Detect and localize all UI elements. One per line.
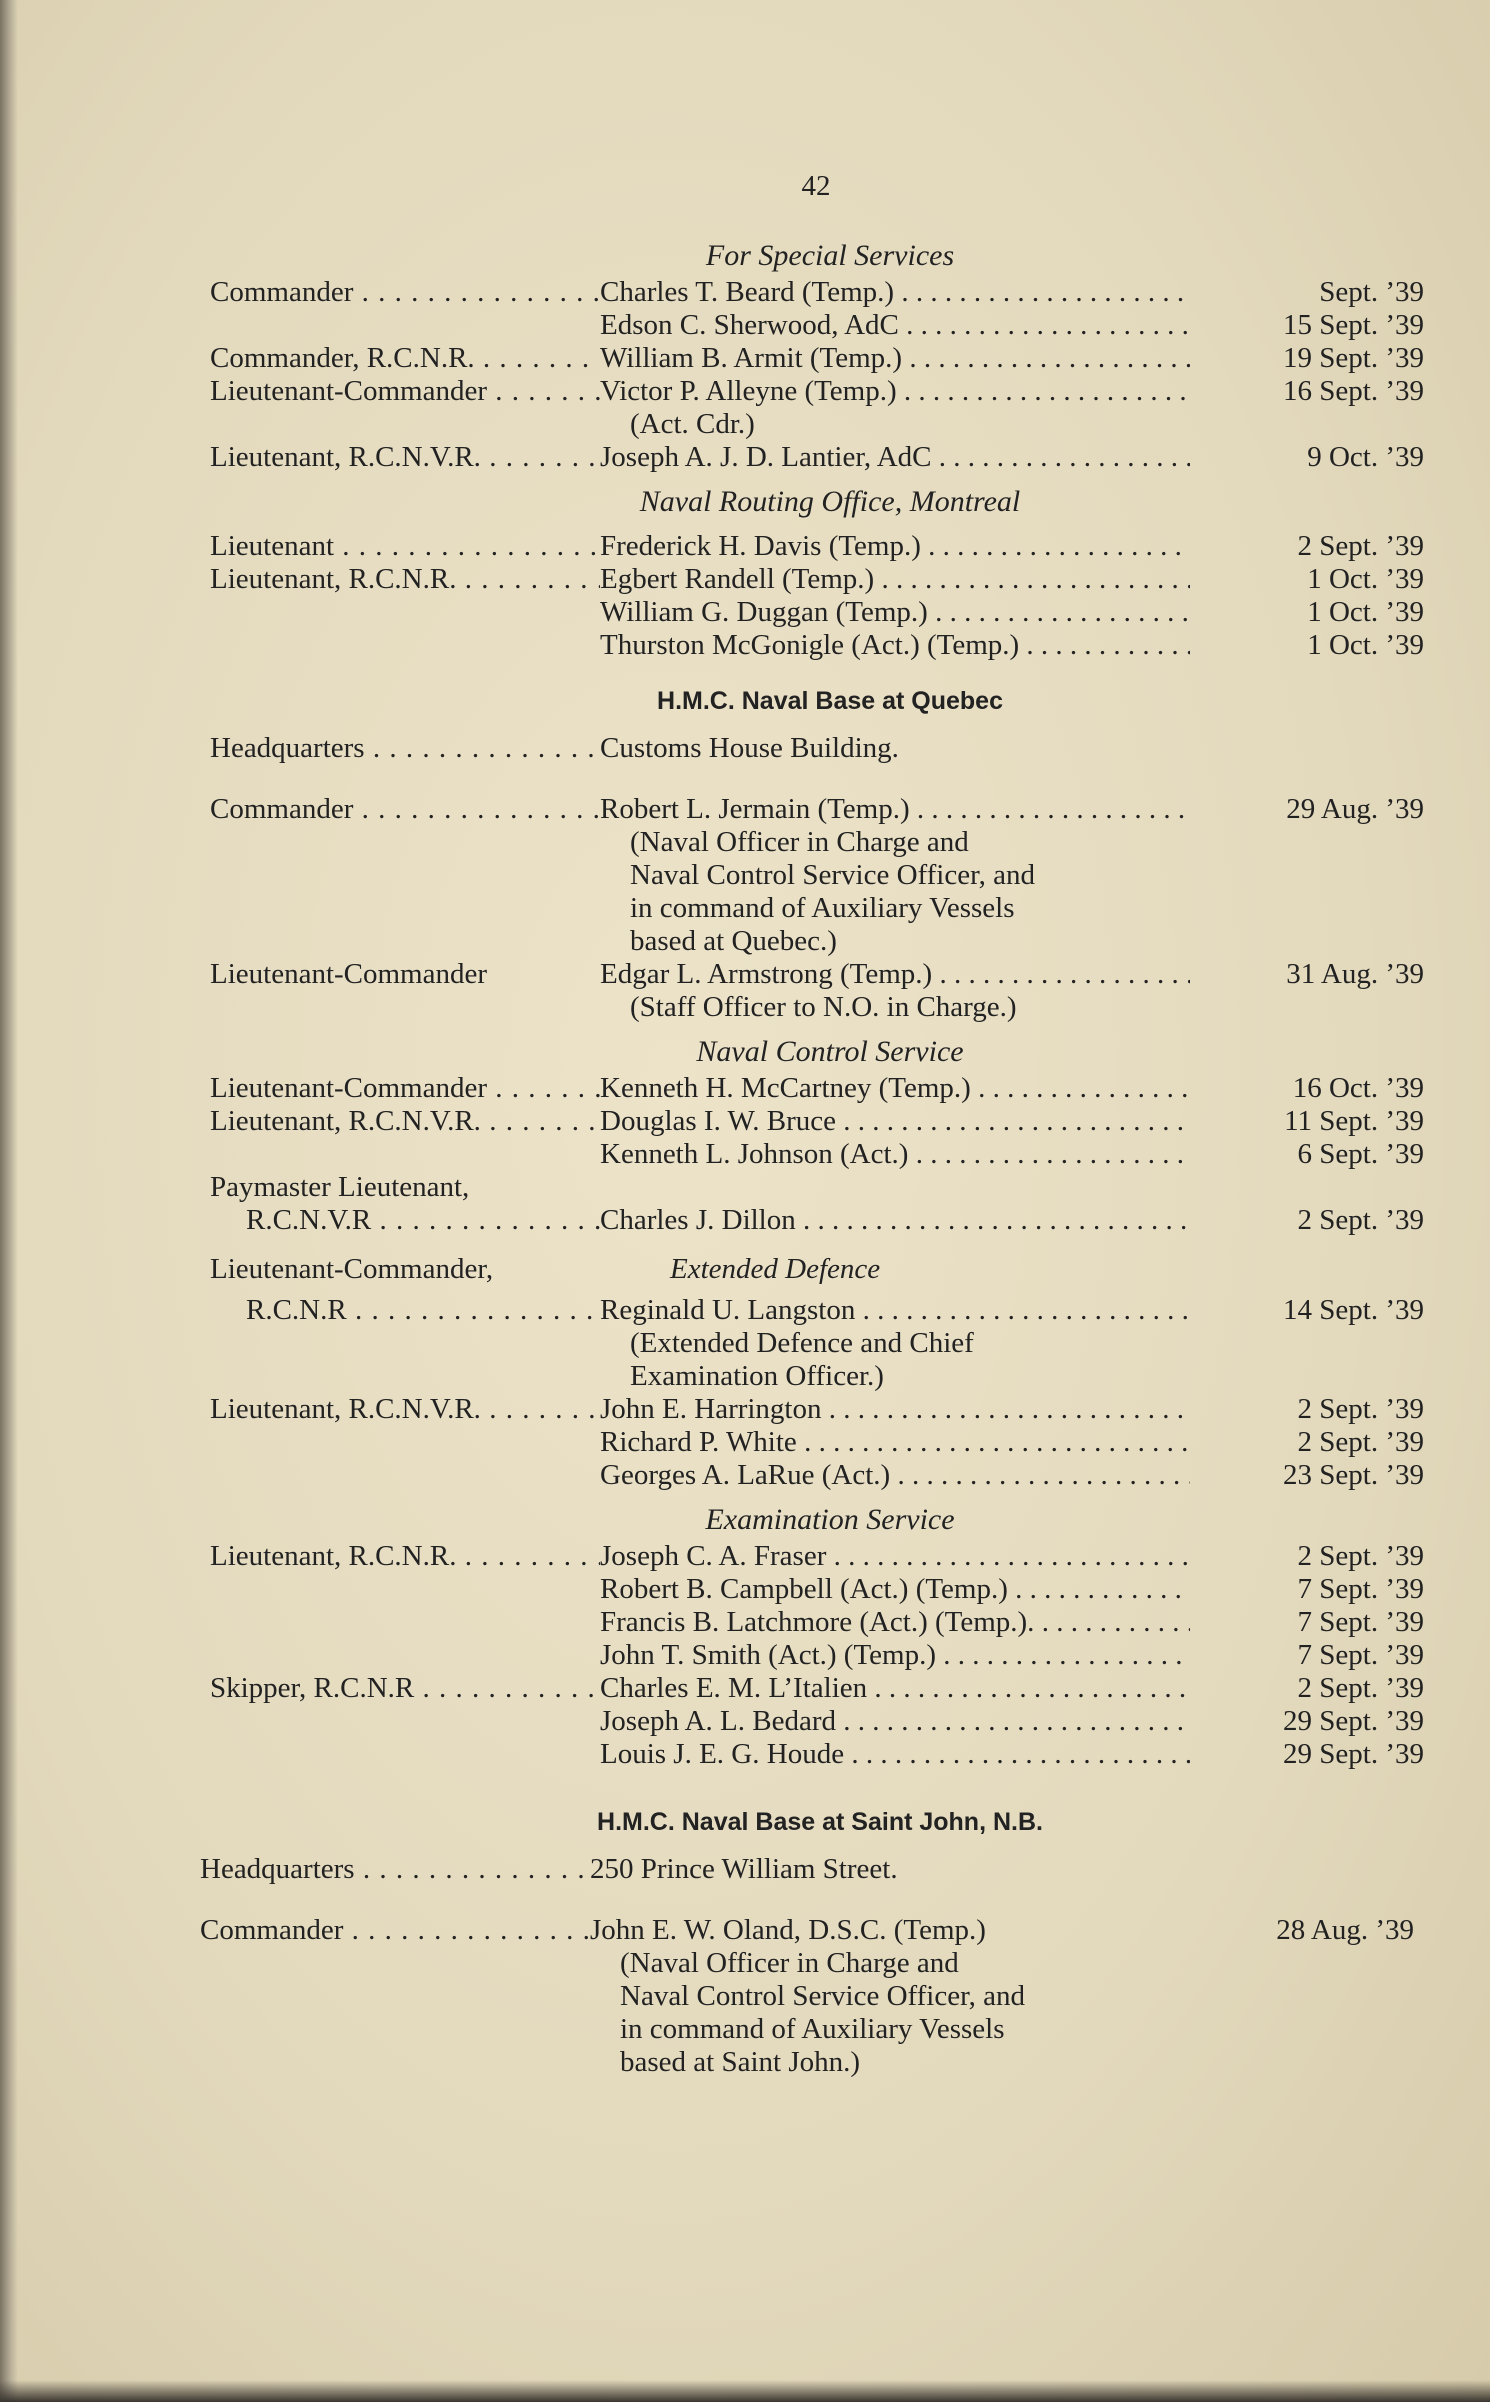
row-name: Francis B. Latchmore (Act.) (Temp.). . . . xyxy=(600,1606,1190,1639)
row-name: Richard P. White . . . xyxy=(600,1426,1190,1459)
row-date: 1 Oct. ’39 xyxy=(1307,563,1424,595)
row-rank xyxy=(210,629,600,662)
row-date: 16 Oct. ’39 xyxy=(1292,1072,1424,1104)
row-name: Reginald U. Langston . . . xyxy=(600,1294,1190,1327)
row-name: Edgar L. Armstrong (Temp.) . . . xyxy=(600,958,1190,991)
officer-row xyxy=(210,342,1430,375)
row-rank xyxy=(210,1738,600,1771)
row-rank: Commander, R.C.N.R. . . . xyxy=(210,342,600,375)
officer-note: (Naval Officer in Charge and Naval Control Service Officer, and in command of Auxiliary Vessels based at Quebec.) xyxy=(630,826,1035,957)
row-date: Sept. ’39 xyxy=(1319,276,1424,308)
officer-row xyxy=(210,1459,1430,1492)
section-routing-office xyxy=(210,482,1430,662)
row-date: 1 Oct. ’39 xyxy=(1307,629,1424,661)
row-name: 250 Prince William Street. xyxy=(590,1853,898,1885)
row-rank: Lieutenant, R.C.N.V.R. . . . xyxy=(210,1105,600,1138)
officer-row xyxy=(210,1606,1430,1639)
row-name: Kenneth L. Johnson (Act.) . . . xyxy=(600,1138,1190,1171)
row-date: 16 Sept. ’39 xyxy=(1283,375,1424,407)
row-rank: Paymaster Lieutenant, xyxy=(210,1171,470,1203)
row-date: 2 Sept. ’39 xyxy=(1297,530,1424,562)
section-extended-defence xyxy=(210,1253,1430,1492)
row-rank: Headquarters . . . xyxy=(200,1853,590,1886)
section-heading: Naval Routing Office, Montreal xyxy=(639,485,1021,518)
row-name: Charles J. Dillon . . . xyxy=(600,1204,1190,1237)
row-rank: Lieutenant, R.C.N.V.R. . . . xyxy=(210,441,600,474)
row-name: Kenneth H. McCartney (Temp.) . . . xyxy=(600,1072,1190,1105)
officer-row xyxy=(210,441,1430,474)
officer-row xyxy=(210,276,1430,309)
book-spine-shadow xyxy=(0,0,18,2402)
row-name: Egbert Randell (Temp.) . . . xyxy=(600,563,1190,596)
officer-row xyxy=(210,1639,1430,1672)
row-name: Douglas I. W. Bruce . . . xyxy=(600,1105,1190,1138)
officer-row xyxy=(210,958,1430,991)
row-rank: Lieutenant, R.C.N.R. . . . xyxy=(210,563,600,596)
section-special-services xyxy=(210,236,1430,474)
row-name: Georges A. LaRue (Act.) . . . xyxy=(600,1459,1190,1492)
row-name: Joseph A. L. Bedard . . . xyxy=(600,1705,1190,1738)
officer-row xyxy=(210,1072,1430,1105)
row-date: 15 Sept. ’39 xyxy=(1283,309,1424,341)
headquarters-row xyxy=(200,1853,1430,1886)
officer-note: (Naval Officer in Charge and Naval Control Service Officer, and in command of Auxiliary Vessels based at Saint John.) xyxy=(620,1947,1025,2078)
officer-row xyxy=(210,1105,1430,1138)
section-heading: For Special Services xyxy=(705,239,955,272)
officer-note: (Staff Officer to N.O. in Charge.) xyxy=(630,991,1017,1023)
row-name: Robert B. Campbell (Act.) (Temp.) . . . xyxy=(600,1573,1190,1606)
row-rank: R.C.N.V.R . . . xyxy=(210,1204,600,1237)
section-examination-service xyxy=(210,1500,1430,1771)
row-rank: Lieutenant-Commander, xyxy=(210,1253,494,1285)
row-rank: Lieutenant, R.C.N.R. . . . xyxy=(210,1540,600,1573)
row-rank: Skipper, R.C.N.R . . . xyxy=(210,1672,600,1705)
row-rank xyxy=(210,596,600,629)
officer-row xyxy=(210,1540,1430,1573)
row-rank: Lieutenant-Commander xyxy=(210,958,488,990)
row-date: 28 Aug. ’39 xyxy=(1276,1914,1414,1946)
row-date: 1 Oct. ’39 xyxy=(1307,596,1424,628)
row-date: 9 Oct. ’39 xyxy=(1307,441,1424,473)
row-rank: Commander . . . xyxy=(210,793,600,826)
row-date: 7 Sept. ’39 xyxy=(1297,1606,1424,1638)
row-name: Customs House Building. xyxy=(600,732,899,764)
officer-row xyxy=(210,375,1430,408)
section-heading: Examination Service xyxy=(705,1503,955,1536)
officer-row xyxy=(210,1171,1430,1204)
officer-note: (Act. Cdr.) xyxy=(630,408,755,440)
row-rank: Lieutenant-Commander . . . xyxy=(210,1072,600,1105)
section-heading: Naval Control Service xyxy=(696,1035,964,1068)
row-date: 29 Sept. ’39 xyxy=(1283,1705,1424,1737)
row-name: Charles E. M. L’Italien . . . xyxy=(600,1672,1190,1705)
row-rank xyxy=(210,309,600,342)
officer-note: (Extended Defence and Chief Examination Officer.) xyxy=(630,1327,974,1392)
row-name: Thurston McGonigle (Act.) (Temp.) . . . xyxy=(600,629,1190,662)
officer-row xyxy=(210,1672,1430,1705)
officer-row xyxy=(210,563,1430,596)
section-heading: H.M.C. Naval Base at Saint John, N.B. xyxy=(597,1808,1043,1836)
officer-row xyxy=(210,309,1430,342)
officer-row xyxy=(210,1426,1430,1459)
officer-row xyxy=(210,530,1430,563)
row-rank: Headquarters . . . xyxy=(210,732,600,765)
officer-row xyxy=(210,629,1430,662)
row-date: 31 Aug. ’39 xyxy=(1286,958,1424,990)
row-name: Frederick H. Davis (Temp.) . . . xyxy=(600,530,1190,563)
headquarters-row xyxy=(210,732,1430,765)
row-rank: Lieutenant . . . xyxy=(210,530,600,563)
section-saint-john-base xyxy=(200,1799,1430,2079)
row-date: 23 Sept. ’39 xyxy=(1283,1459,1424,1491)
row-date: 2 Sept. ’39 xyxy=(1297,1204,1424,1236)
row-name: John E. W. Oland, D.S.C. (Temp.) xyxy=(590,1914,986,1946)
row-rank xyxy=(210,1705,600,1738)
row-date: 19 Sept. ’39 xyxy=(1283,342,1424,374)
officer-list xyxy=(200,236,1430,2079)
row-name: Edson C. Sherwood, AdC . . . xyxy=(600,309,1190,342)
row-rank: Lieutenant-Commander . . . xyxy=(210,375,600,408)
row-date: 2 Sept. ’39 xyxy=(1297,1672,1424,1704)
officer-row xyxy=(210,1294,1430,1327)
row-date: 2 Sept. ’39 xyxy=(1297,1426,1424,1458)
section-heading: H.M.C. Naval Base at Quebec xyxy=(657,687,1003,715)
page-bottom-edge xyxy=(0,2380,1490,2402)
row-date: 14 Sept. ’39 xyxy=(1283,1294,1424,1326)
officer-row xyxy=(210,1738,1430,1771)
section-quebec-base xyxy=(210,678,1430,1024)
row-name: Robert L. Jermain (Temp.) . . . xyxy=(600,793,1190,826)
row-name: Joseph C. A. Fraser . . . xyxy=(600,1540,1190,1573)
row-name: Joseph A. J. D. Lantier, AdC . . . xyxy=(600,441,1190,474)
row-date: 11 Sept. ’39 xyxy=(1284,1105,1424,1137)
row-rank xyxy=(210,1573,600,1606)
row-rank xyxy=(210,1459,600,1492)
row-name: William B. Armit (Temp.) . . . xyxy=(600,342,1190,375)
section-heading: Extended Defence xyxy=(670,1253,881,1285)
page-number: 42 xyxy=(801,170,831,202)
officer-row xyxy=(210,1204,1430,1237)
row-name: William G. Duggan (Temp.) . . . xyxy=(600,596,1190,629)
row-name: Victor P. Alleyne (Temp.) . . . xyxy=(600,375,1190,408)
row-rank: Commander . . . xyxy=(210,276,600,309)
officer-row xyxy=(200,1914,1430,1947)
row-rank xyxy=(210,1138,600,1171)
officer-row xyxy=(210,1393,1430,1426)
row-date: 2 Sept. ’39 xyxy=(1297,1540,1424,1572)
row-date: 29 Sept. ’39 xyxy=(1283,1738,1424,1770)
officer-row xyxy=(210,596,1430,629)
row-rank: Commander . . . xyxy=(200,1914,590,1947)
officer-row xyxy=(210,1138,1430,1171)
officer-row xyxy=(210,1573,1430,1606)
row-rank xyxy=(210,1606,600,1639)
row-rank xyxy=(210,1639,600,1672)
section-control-service xyxy=(210,1032,1430,1237)
row-date: 7 Sept. ’39 xyxy=(1297,1573,1424,1605)
row-rank: R.C.N.R . . . xyxy=(210,1294,600,1327)
row-date: 29 Aug. ’39 xyxy=(1286,793,1424,825)
row-name: John T. Smith (Act.) (Temp.) . . . xyxy=(600,1639,1190,1672)
row-name: John E. Harrington . . . xyxy=(600,1393,1190,1426)
row-rank: Lieutenant, R.C.N.V.R. . . . xyxy=(210,1393,600,1426)
row-date: 7 Sept. ’39 xyxy=(1297,1639,1424,1671)
officer-row xyxy=(210,1705,1430,1738)
row-name: Louis J. E. G. Houde . . . xyxy=(600,1738,1190,1771)
row-date: 6 Sept. ’39 xyxy=(1297,1138,1424,1170)
row-rank xyxy=(210,1426,600,1459)
row-date: 2 Sept. ’39 xyxy=(1297,1393,1424,1425)
row-name: Charles T. Beard (Temp.) . . . xyxy=(600,276,1190,309)
officer-row xyxy=(210,1253,1430,1286)
officer-row xyxy=(210,793,1430,826)
